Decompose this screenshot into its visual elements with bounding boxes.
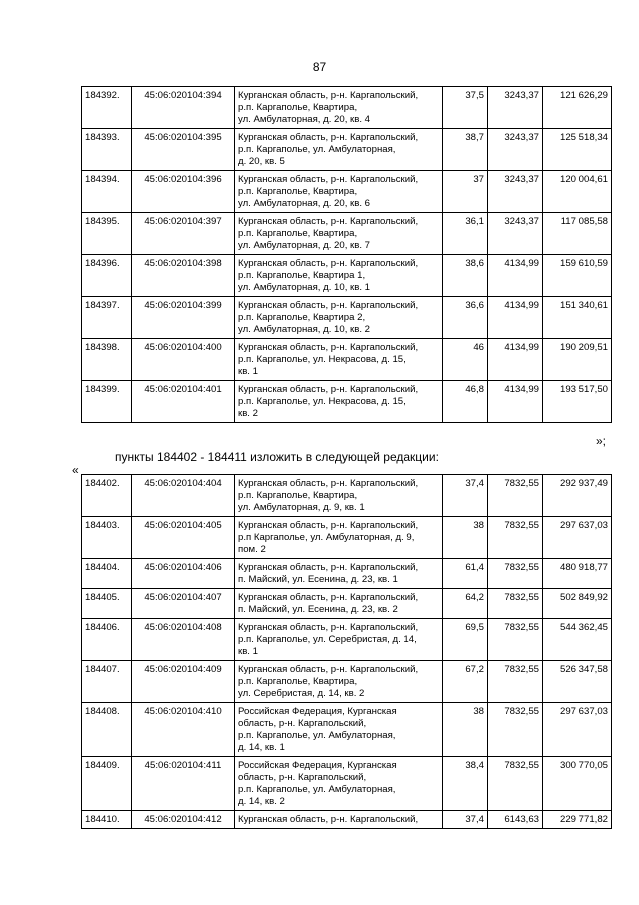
cadastral-cost-cell: 120 004,61 [543, 171, 612, 213]
cadastral-cost-cell: 297 637,03 [543, 517, 612, 559]
table-row [82, 297, 612, 339]
address-line: пом. 2 [238, 544, 266, 555]
registry-table-top [81, 86, 612, 423]
address-line: д. 14, кв. 2 [238, 796, 285, 807]
row-number-cell: 184407. [82, 661, 132, 703]
cadastral-number-cell: 45:06:020104:397 [132, 213, 235, 255]
address-cell [235, 703, 443, 757]
area-cell: 61,4 [443, 559, 488, 589]
area-cell: 37 [443, 171, 488, 213]
address-cell [235, 619, 443, 661]
address-cell [235, 811, 443, 829]
row-number-cell: 184403. [82, 517, 132, 559]
unit-price-cell: 3243,37 [488, 213, 543, 255]
address-cell [235, 297, 443, 339]
cadastral-cost-cell: 526 347,58 [543, 661, 612, 703]
unit-price-cell: 7832,55 [488, 661, 543, 703]
address-line: р.п. Каргаполье, ул. Серебристая, д. 14, [238, 634, 417, 645]
cadastral-cost-cell: 292 937,49 [543, 475, 612, 517]
unit-price-cell: 7832,55 [488, 703, 543, 757]
address-line: Курганская область, р-н. Каргапольский, [238, 384, 419, 395]
address-line: п. Майский, ул. Есенина, д. 23, кв. 2 [238, 604, 398, 615]
row-number-cell: 184395. [82, 213, 132, 255]
table-row [82, 811, 612, 829]
row-number-cell: 184410. [82, 811, 132, 829]
unit-price-cell: 3243,37 [488, 171, 543, 213]
table-row [82, 517, 612, 559]
cadastral-number-cell: 45:06:020104:395 [132, 129, 235, 171]
row-number-cell: 184404. [82, 559, 132, 589]
unit-price-cell: 4134,99 [488, 255, 543, 297]
row-number-cell: 184406. [82, 619, 132, 661]
cadastral-number-cell: 45:06:020104:407 [132, 589, 235, 619]
area-cell: 46,8 [443, 381, 488, 423]
address-line: Курганская область, р-н. Каргапольский, [238, 342, 419, 353]
cadastral-number-cell: 45:06:020104:410 [132, 703, 235, 757]
address-cell [235, 661, 443, 703]
address-cell [235, 589, 443, 619]
cadastral-cost-cell: 193 517,50 [543, 381, 612, 423]
address-cell [235, 87, 443, 129]
table-row [82, 559, 612, 589]
unit-price-cell: 7832,55 [488, 517, 543, 559]
address-line: р.п. Каргаполье, ул. Амбулаторная, [238, 730, 396, 741]
address-line: р.п. Каргаполье, ул. Амбулаторная, [238, 144, 396, 155]
address-cell [235, 339, 443, 381]
cadastral-cost-cell: 300 770,05 [543, 757, 612, 811]
cadastral-cost-cell: 229 771,82 [543, 811, 612, 829]
cadastral-number-cell: 45:06:020104:405 [132, 517, 235, 559]
address-line: Российская Федерация, Курганская [238, 706, 397, 717]
address-line: Курганская область, р-н. Каргапольский, [238, 478, 419, 489]
unit-price-cell: 3243,37 [488, 87, 543, 129]
unit-price-cell: 4134,99 [488, 339, 543, 381]
table-row [82, 129, 612, 171]
unit-price-cell: 4134,99 [488, 381, 543, 423]
row-number-cell: 184394. [82, 171, 132, 213]
page-number: 87 [312, 60, 327, 74]
address-line: ул. Серебристая, д. 14, кв. 2 [238, 688, 365, 699]
area-cell: 46 [443, 339, 488, 381]
area-cell: 36,1 [443, 213, 488, 255]
cadastral-number-cell: 45:06:020104:408 [132, 619, 235, 661]
cadastral-number-cell: 45:06:020104:411 [132, 757, 235, 811]
address-line: р.п. Каргаполье, Квартира 2, [238, 312, 366, 323]
cadastral-number-cell: 45:06:020104:409 [132, 661, 235, 703]
cadastral-number-cell: 45:06:020104:400 [132, 339, 235, 381]
address-cell [235, 129, 443, 171]
address-line: Курганская область, р-н. Каргапольский, [238, 174, 419, 185]
area-cell: 38,7 [443, 129, 488, 171]
cadastral-number-cell: 45:06:020104:394 [132, 87, 235, 129]
address-line: Курганская область, р-н. Каргапольский, [238, 300, 419, 311]
address-line: р.п. Каргаполье, ул. Некрасова, д. 15, [238, 354, 406, 365]
address-cell [235, 171, 443, 213]
table-row [82, 703, 612, 757]
table-row [82, 589, 612, 619]
address-line: область, р-н. Каргапольский, [238, 772, 367, 783]
row-number-cell: 184397. [82, 297, 132, 339]
area-cell: 38,4 [443, 757, 488, 811]
address-line: кв. 2 [238, 408, 258, 419]
unit-price-cell: 7832,55 [488, 475, 543, 517]
area-cell: 64,2 [443, 589, 488, 619]
amendment-instruction: пункты 184402 - 184411 изложить в следующей редакции: [115, 450, 439, 464]
row-number-cell: 184408. [82, 703, 132, 757]
cadastral-cost-cell: 480 918,77 [543, 559, 612, 589]
cadastral-cost-cell: 544 362,45 [543, 619, 612, 661]
cadastral-number-cell: 45:06:020104:412 [132, 811, 235, 829]
table-row [82, 213, 612, 255]
address-line: р.п. Каргаполье, Квартира, [238, 228, 358, 239]
address-line: р.п. Каргаполье, ул. Амбулаторная, [238, 784, 396, 795]
cadastral-number-cell: 45:06:020104:398 [132, 255, 235, 297]
address-line: Курганская область, р-н. Каргапольский, [238, 216, 419, 227]
address-line: р.п. Каргаполье, Квартира, [238, 186, 358, 197]
cadastral-cost-cell: 151 340,61 [543, 297, 612, 339]
closing-quote: »; [596, 434, 607, 448]
cadastral-cost-cell: 297 637,03 [543, 703, 612, 757]
row-number-cell: 184405. [82, 589, 132, 619]
address-line: Курганская область, р-н. Каргапольский, [238, 814, 419, 825]
address-line: Курганская область, р-н. Каргапольский, [238, 520, 419, 531]
cadastral-number-cell: 45:06:020104:401 [132, 381, 235, 423]
address-line: д. 14, кв. 1 [238, 742, 285, 753]
row-number-cell: 184396. [82, 255, 132, 297]
area-cell: 38 [443, 517, 488, 559]
cadastral-cost-cell: 159 610,59 [543, 255, 612, 297]
address-line: Курганская область, р-н. Каргапольский, [238, 562, 419, 573]
unit-price-cell: 4134,99 [488, 297, 543, 339]
table-row [82, 661, 612, 703]
unit-price-cell: 7832,55 [488, 619, 543, 661]
address-line: Курганская область, р-н. Каргапольский, [238, 592, 419, 603]
area-cell: 36,6 [443, 297, 488, 339]
cadastral-number-cell: 45:06:020104:404 [132, 475, 235, 517]
address-line: р.п. Каргаполье, Квартира 1, [238, 270, 366, 281]
address-line: р.п. Каргаполье, Квартира, [238, 102, 358, 113]
table-row [82, 87, 612, 129]
cadastral-number-cell: 45:06:020104:396 [132, 171, 235, 213]
row-number-cell: 184402. [82, 475, 132, 517]
area-cell: 37,5 [443, 87, 488, 129]
address-line: Курганская область, р-н. Каргапольский, [238, 90, 419, 101]
address-cell [235, 381, 443, 423]
table-row [82, 619, 612, 661]
table-row [82, 757, 612, 811]
address-line: д. 20, кв. 5 [238, 156, 285, 167]
cadastral-cost-cell: 125 518,34 [543, 129, 612, 171]
address-cell [235, 559, 443, 589]
table-row [82, 381, 612, 423]
row-number-cell: 184409. [82, 757, 132, 811]
table-row [82, 339, 612, 381]
unit-price-cell: 7832,55 [488, 589, 543, 619]
address-line: ул. Амбулаторная, д. 9, кв. 1 [238, 502, 365, 513]
area-cell: 67,2 [443, 661, 488, 703]
unit-price-cell: 6143,63 [488, 811, 543, 829]
row-number-cell: 184393. [82, 129, 132, 171]
address-line: Курганская область, р-н. Каргапольский, [238, 622, 419, 633]
address-line: ул. Амбулаторная, д. 10, кв. 1 [238, 282, 371, 293]
address-line: ул. Амбулаторная, д. 20, кв. 4 [238, 114, 371, 125]
address-line: р.п. Каргаполье, ул. Некрасова, д. 15, [238, 396, 406, 407]
address-line: п. Майский, ул. Есенина, д. 23, кв. 1 [238, 574, 398, 585]
address-cell [235, 517, 443, 559]
address-line: область, р-н. Каргапольский, [238, 718, 367, 729]
address-line: р.п. Каргаполье, Квартира, [238, 676, 358, 687]
address-line: кв. 1 [238, 646, 258, 657]
cadastral-number-cell: 45:06:020104:406 [132, 559, 235, 589]
row-number-cell: 184399. [82, 381, 132, 423]
area-cell: 38 [443, 703, 488, 757]
area-cell: 38,6 [443, 255, 488, 297]
cadastral-cost-cell: 117 085,58 [543, 213, 612, 255]
table-row [82, 171, 612, 213]
area-cell: 37,4 [443, 811, 488, 829]
area-cell: 37,4 [443, 475, 488, 517]
address-line: р.п. Каргаполье, Квартира, [238, 490, 358, 501]
cadastral-cost-cell: 502 849,92 [543, 589, 612, 619]
address-cell [235, 213, 443, 255]
table-row [82, 255, 612, 297]
cadastral-cost-cell: 190 209,51 [543, 339, 612, 381]
address-line: ул. Амбулаторная, д. 20, кв. 6 [238, 198, 371, 209]
row-number-cell: 184398. [82, 339, 132, 381]
address-cell [235, 475, 443, 517]
row-number-cell: 184392. [82, 87, 132, 129]
address-line: кв. 1 [238, 366, 258, 377]
address-cell [235, 255, 443, 297]
unit-price-cell: 7832,55 [488, 757, 543, 811]
area-cell: 69,5 [443, 619, 488, 661]
cadastral-number-cell: 45:06:020104:399 [132, 297, 235, 339]
address-line: Курганская область, р-н. Каргапольский, [238, 258, 419, 269]
unit-price-cell: 7832,55 [488, 559, 543, 589]
address-line: р.п Каргаполье, ул. Амбулаторная, д. 9, [238, 532, 415, 543]
address-line: ул. Амбулаторная, д. 20, кв. 7 [238, 240, 371, 251]
registry-table-bottom [81, 474, 612, 829]
address-cell [235, 757, 443, 811]
address-line: ул. Амбулаторная, д. 10, кв. 2 [238, 324, 371, 335]
unit-price-cell: 3243,37 [488, 129, 543, 171]
opening-quote: « [72, 463, 79, 477]
table-row [82, 475, 612, 517]
address-line: Курганская область, р-н. Каргапольский, [238, 132, 419, 143]
address-line: Российская Федерация, Курганская [238, 760, 397, 771]
address-line: Курганская область, р-н. Каргапольский, [238, 664, 419, 675]
cadastral-cost-cell: 121 626,29 [543, 87, 612, 129]
